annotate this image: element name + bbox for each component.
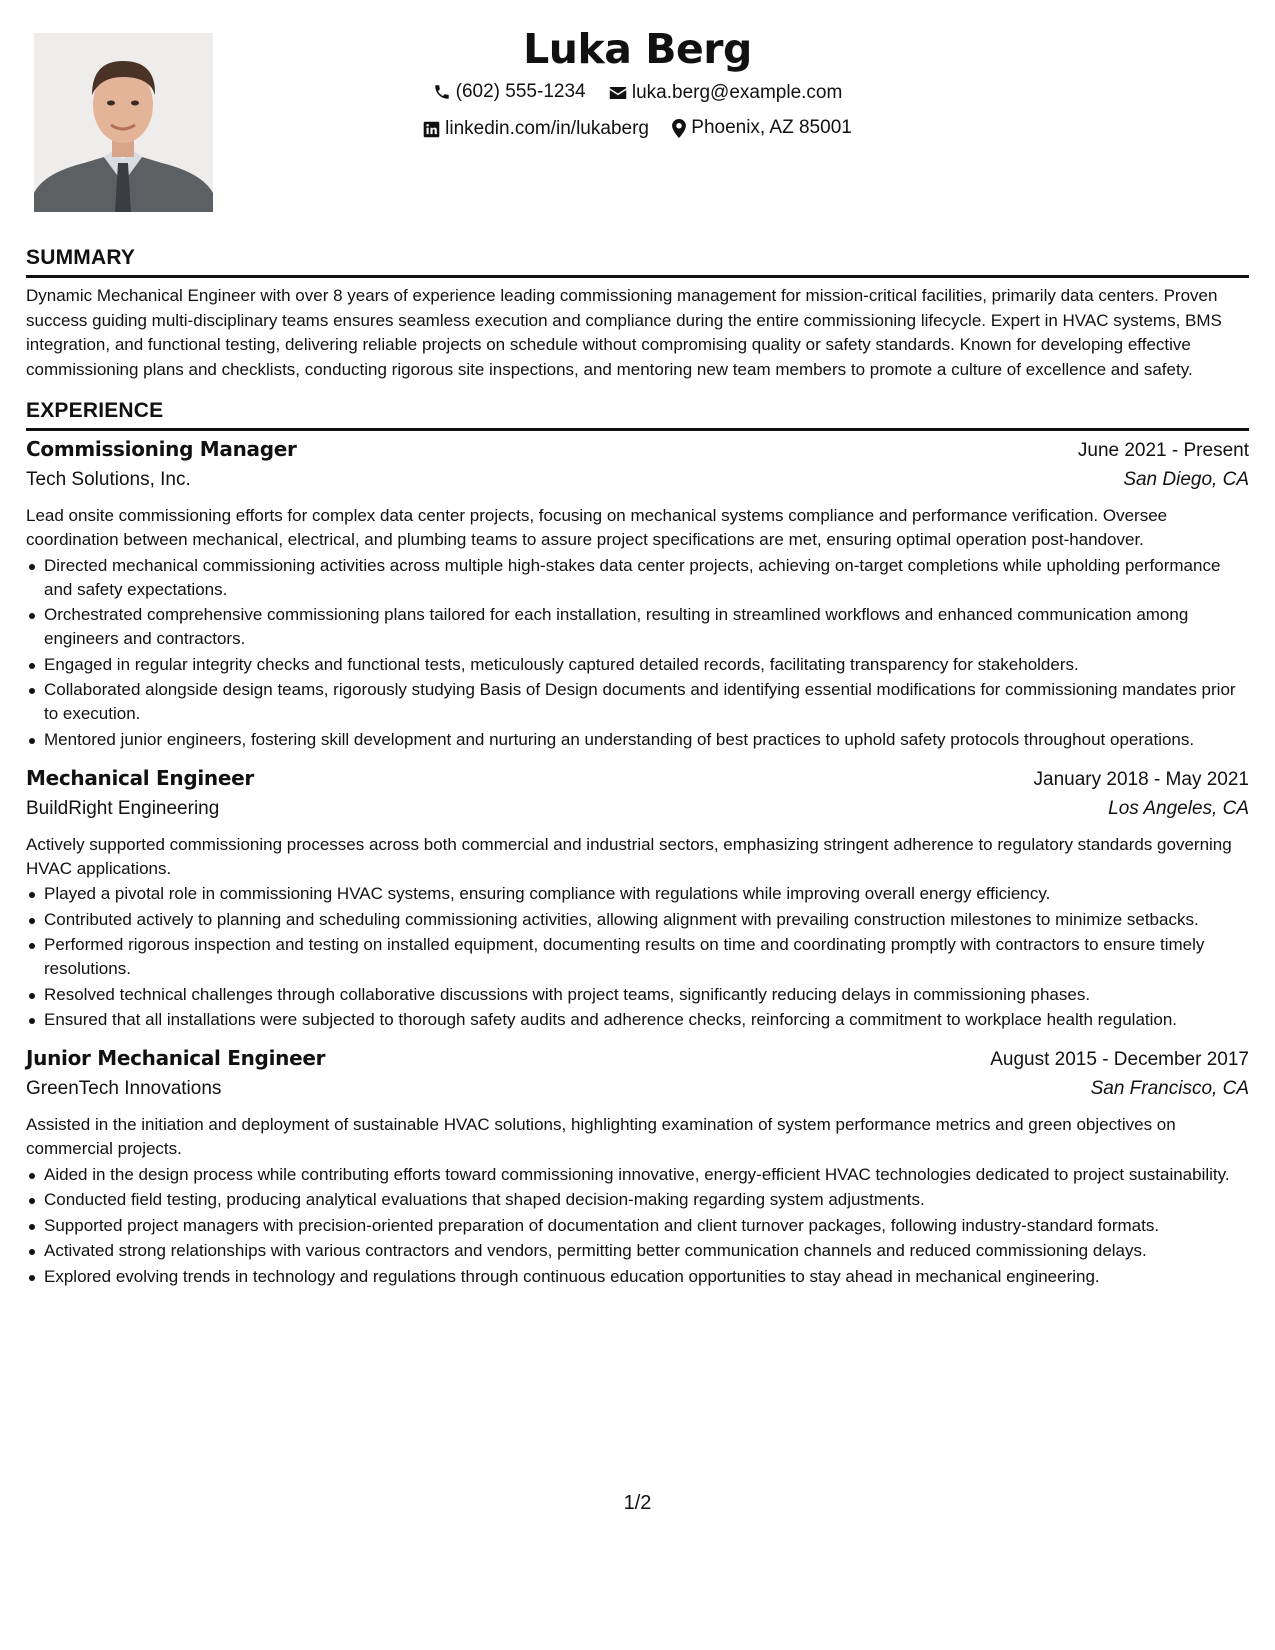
email-address[interactable]: luka.berg@example.com <box>631 82 843 103</box>
bullet-item: Orchestrated comprehensive commissioning plans tailored for each installation, resulting in streamlined workflows and enhanced communication among engineers and contractors. <box>44 603 1249 651</box>
job-dates: June 2021 - Present <box>1077 440 1249 462</box>
bullet-item: Directed mechanical commissioning activities across multiple high-stakes data center projects, achieving on-target completions while upholding performance and safety expectations. <box>44 554 1249 602</box>
bullet-item: Aided in the design process while contributing efforts toward commissioning innovative, energy-efficient HVAC technologies dedicated to project sustainability. <box>44 1163 1249 1187</box>
job-location: San Diego, CA <box>1123 469 1249 491</box>
location-text: Phoenix, AZ 85001 <box>691 117 852 138</box>
job-title: Commissioning Manager <box>26 437 297 462</box>
bullet-item: Supported project managers with precision-oriented preparation of documentation and client turnover packages, following industry-standard formats. <box>44 1214 1249 1238</box>
linkedin-icon <box>423 121 440 138</box>
bullet-item: Collaborated alongside design teams, rigorously studying Basis of Design documents and identifying essential modifications for commissioning mandates prior to execution. <box>44 678 1249 726</box>
experience-heading: EXPERIENCE <box>26 397 1249 431</box>
company-name: Tech Solutions, Inc. <box>26 469 191 491</box>
contact-location <box>672 112 852 144</box>
resume-header <box>240 22 1035 149</box>
job-title: Junior Mechanical Engineer <box>26 1046 326 1071</box>
bullet-item: Played a pivotal role in commissioning HVAC systems, ensuring compliance with regulations while improving overall energy efficiency. <box>44 882 1249 906</box>
bullet-item: Contributed actively to planning and scheduling commissioning activities, allowing alignment with prevailing construction milestones to minimize setbacks. <box>44 908 1249 932</box>
contact-email <box>609 77 842 109</box>
contact-line-1 <box>240 76 1035 112</box>
candidate-name: Luka Berg <box>523 25 752 73</box>
job-entry <box>26 1046 1249 1289</box>
job-dates: January 2018 - May 2021 <box>1033 768 1249 790</box>
summary-heading: SUMMARY <box>26 244 1249 278</box>
bullet-item: Performed rigorous inspection and testing on installed equipment, documenting results on time and coordinating promptly with contractors to ensure timely resolutions. <box>44 933 1249 981</box>
summary-text: Dynamic Mechanical Engineer with over 8 years of experience leading commissioning management for mission-critical facilities, primarily data centers. Proven success guiding multi-disciplinary teams ensures seamless execution and compliance during the entire commissioning lifecycle. Expert in HVAC systems, BMS integration, and functional testing, delivering reliable projects on schedule without compromising quality or safety standards. Known for developing effective commissioning plans and checklists, conducting rigorous site inspections, and mentoring new team members to promote a culture of excellence and safety. <box>26 286 1222 379</box>
company-name: GreenTech Innovations <box>26 1078 222 1100</box>
bullet-item: Ensured that all installations were subjected to thorough safety audits and adherence checks, reinforcing a commitment to workplace health regulation. <box>44 1008 1249 1032</box>
job-bullets <box>26 882 1249 1032</box>
company-name: BuildRight Engineering <box>26 797 220 819</box>
bullet-item: Explored evolving trends in technology and regulations through continuous education opportunities to stay ahead in mechanical engineering. <box>44 1265 1249 1289</box>
contact-linkedin <box>423 113 649 145</box>
linkedin-url[interactable]: linkedin.com/in/lukaberg <box>445 118 649 139</box>
job-title: Mechanical Engineer <box>26 765 254 790</box>
job-entry <box>26 766 1249 1033</box>
bullet-item: Conducted field testing, producing analytical evaluations that shaped decision-making regarding system adjustments. <box>44 1188 1249 1212</box>
map-pin-icon <box>672 119 686 138</box>
phone-number[interactable]: (602) 555-1234 <box>455 81 586 102</box>
contact-phone <box>433 76 586 108</box>
profile-photo <box>34 33 213 212</box>
job-bullets <box>26 1163 1249 1289</box>
contact-line-2 <box>240 112 1035 149</box>
job-dates: August 2015 - December 2017 <box>990 1049 1249 1071</box>
phone-icon <box>433 83 451 101</box>
job-location: Los Angeles, CA <box>1108 797 1249 819</box>
job-description: Actively supported commissioning processes across both commercial and industrial sectors, emphasizing stringent adherence to regulatory standards governing HVAC applications. <box>26 834 1232 878</box>
profile-photo-illustration <box>34 33 213 212</box>
job-bullets <box>26 554 1249 752</box>
envelope-icon <box>609 85 627 101</box>
bullet-item: Resolved technical challenges through collaborative discussions with project teams, significantly reducing delays in commissioning phases. <box>44 983 1249 1007</box>
resume-body <box>26 244 1249 1303</box>
bullet-item: Mentored junior engineers, fostering skill development and nurturing an understanding of best practices to uphold safety protocols throughout operations. <box>44 728 1249 752</box>
job-description: Lead onsite commissioning efforts for complex data center projects, focusing on mechanical systems compliance and performance verification. Oversee coordination between mechanical, electrical, and plumbing teams to assure project specifications are met, ensuring optimal operation post-handover. <box>26 506 1168 550</box>
job-entry <box>26 437 1249 752</box>
page-number: 1/2 <box>623 1492 652 1514</box>
job-location: San Francisco, CA <box>1090 1078 1249 1100</box>
job-description: Assisted in the initiation and deployment of sustainable HVAC solutions, highlighting examination of system performance metrics and green objectives on commercial projects. <box>26 1115 1176 1159</box>
bullet-item: Engaged in regular integrity checks and functional tests, meticulously captured detailed records, facilitating transparency for stakeholders. <box>44 653 1249 677</box>
bullet-item: Activated strong relationships with various contractors and vendors, permitting better communication channels and reduced commissioning delays. <box>44 1239 1249 1263</box>
